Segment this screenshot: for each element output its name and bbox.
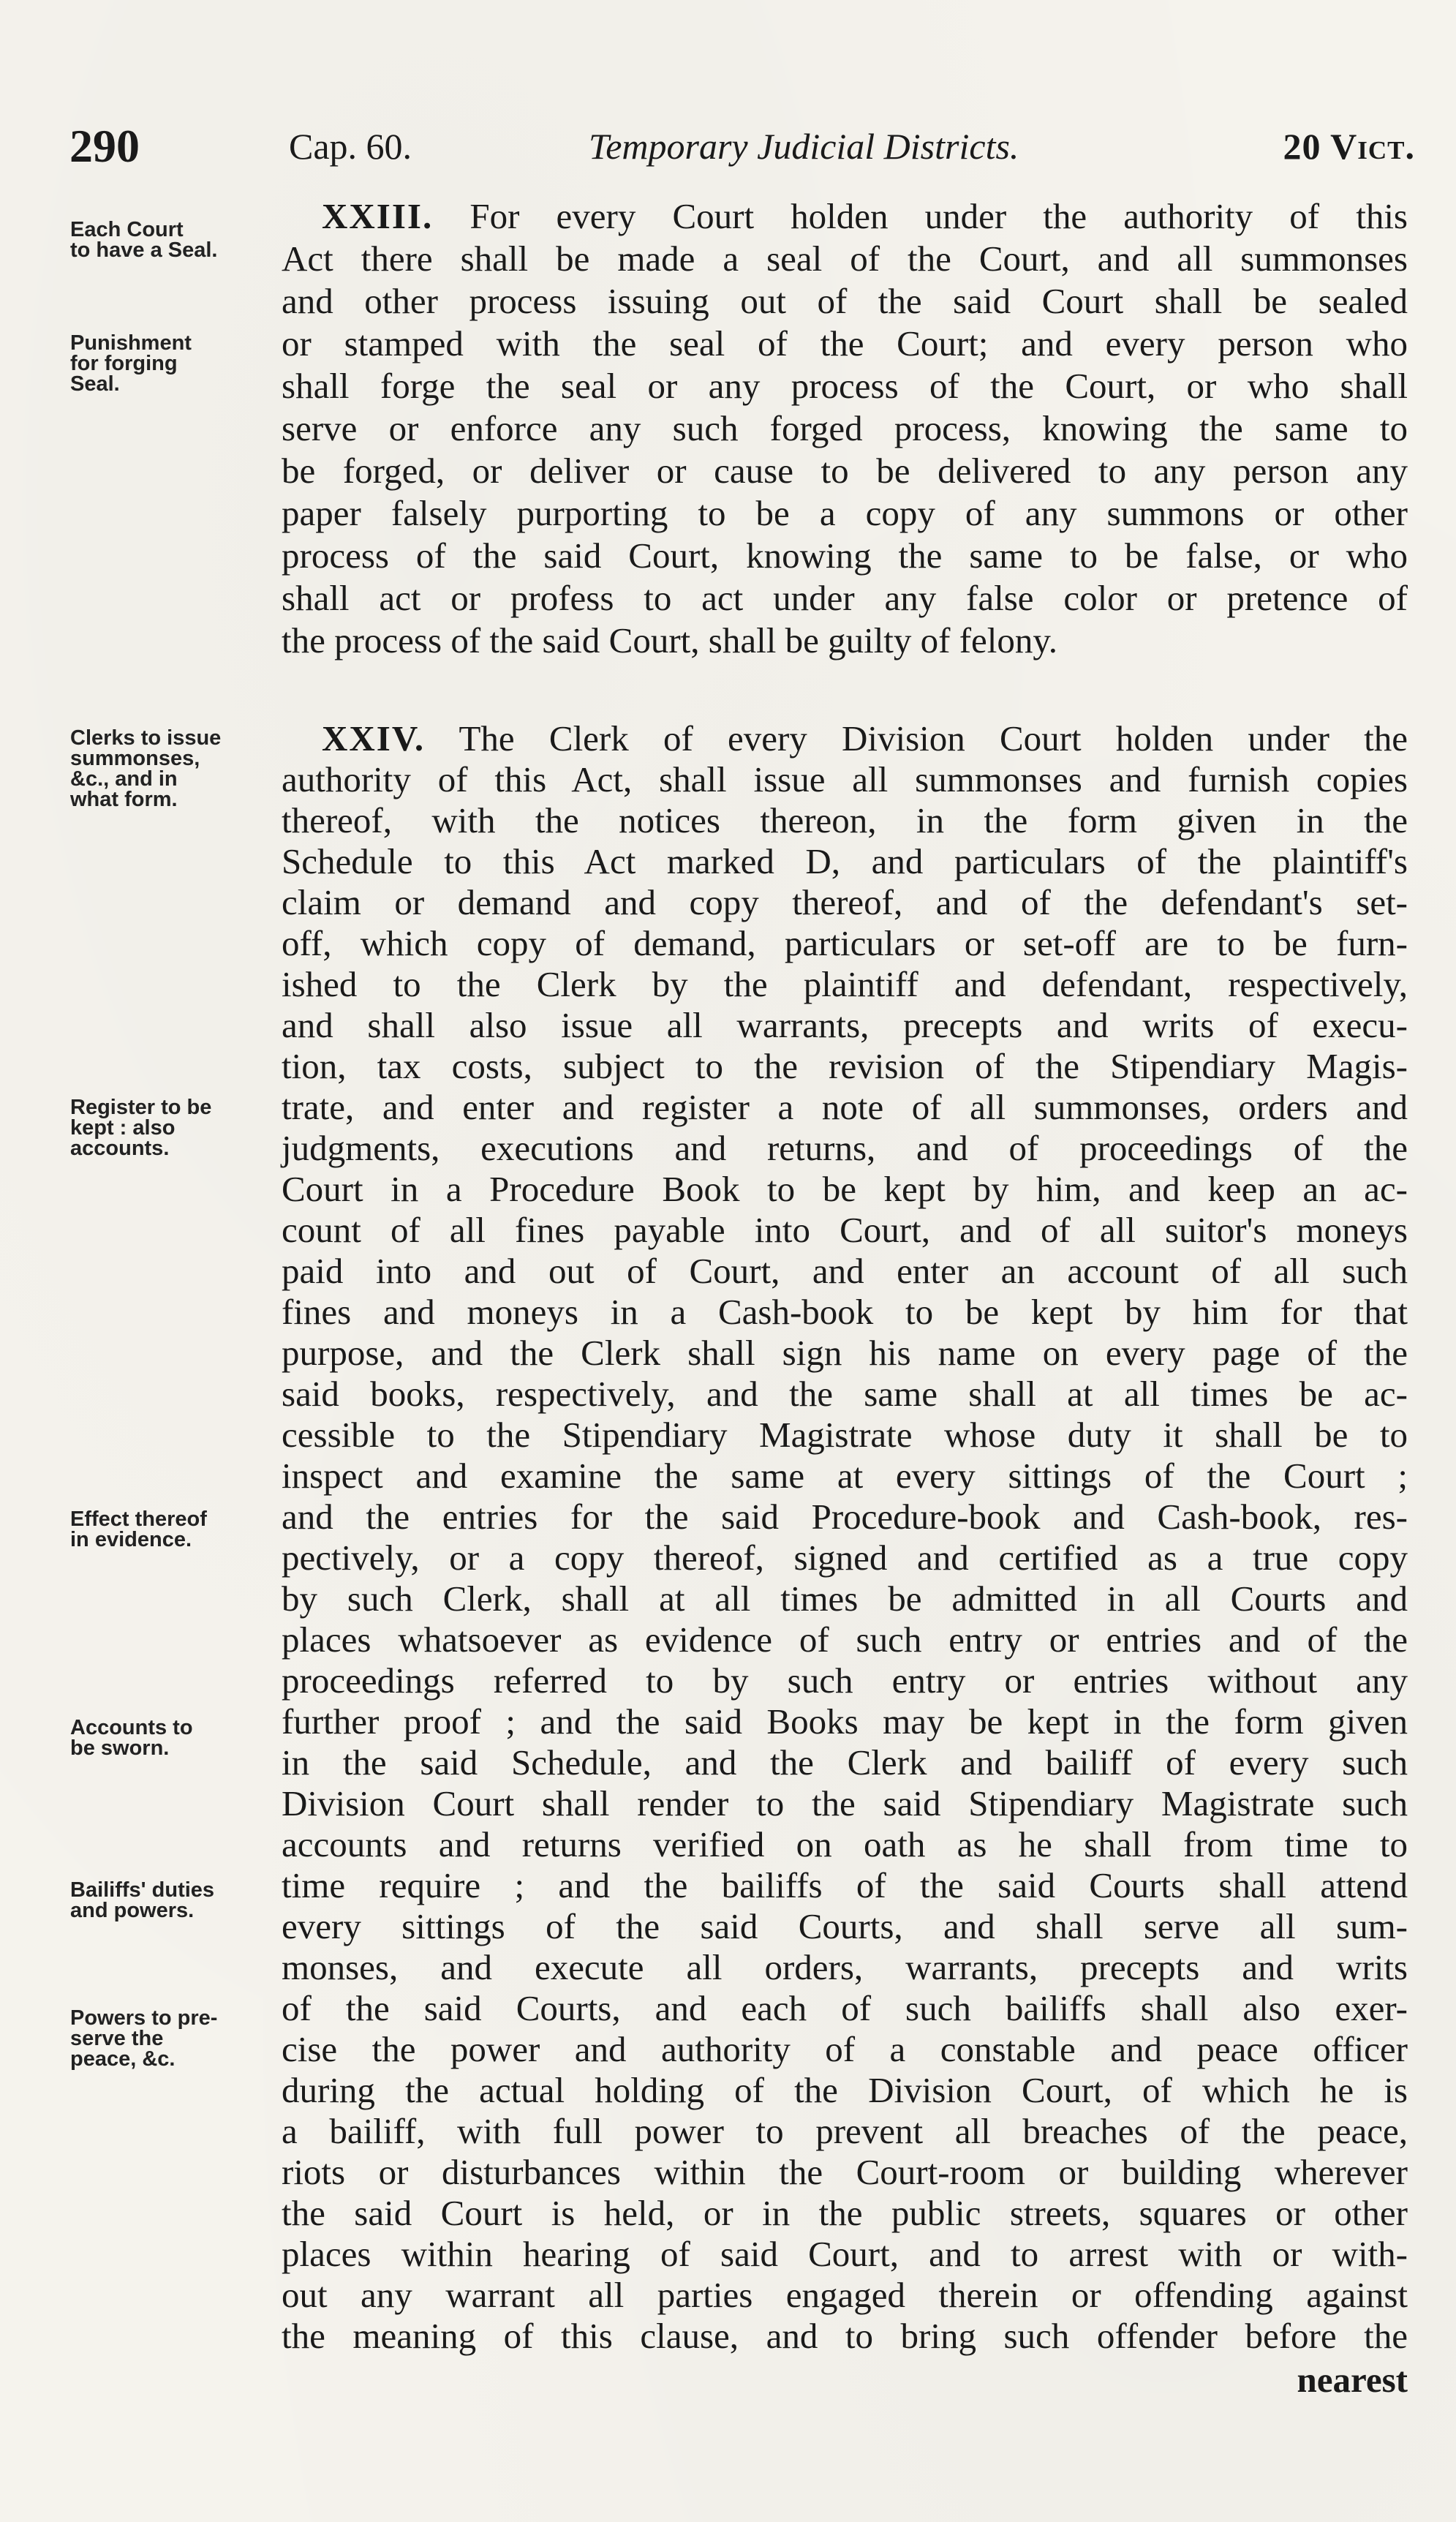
text-line: inspect and examine the same at every sittings of the Court ;	[282, 1456, 1408, 1496]
margin-note-line: Clerks to issue	[70, 726, 222, 750]
text-line: in the said Schedule, and the Clerk and bailiff of every such	[282, 1742, 1408, 1783]
text-line: authority of this Act, shall issue all summonses and furnish copies	[282, 759, 1408, 799]
text-line: serve or enforce any such forged process, knowing the same to	[282, 408, 1408, 448]
margin-note-line: what form.	[70, 788, 178, 811]
text-line: claim or demand and copy thereof, and of the defendant's set-	[282, 882, 1408, 922]
text-line: tion, tax costs, subject to the revision of the Stipendiary Magis-	[282, 1046, 1408, 1086]
text-line: out any warrant all parties engaged therein or offending against	[282, 2275, 1408, 2315]
margin-note-seal	[70, 219, 275, 260]
text-line: by such Clerk, shall at all times be admitted in all Courts and	[282, 1578, 1408, 1619]
text-line: a bailiff, with full power to prevent all breaches of the peace,	[282, 2111, 1408, 2151]
section-number: XXIV.	[322, 718, 426, 759]
section-xxiii-first-line	[322, 196, 1408, 237]
text-line: and shall also issue all warrants, precepts and writs of execu-	[282, 1005, 1408, 1045]
margin-note-line: Powers to pre-	[70, 2006, 218, 2030]
text-line: the said Court is held, or in the public streets, squares or other	[282, 2193, 1408, 2233]
margin-note-register	[70, 1097, 275, 1159]
margin-note-clerks	[70, 728, 275, 810]
running-title: Temporary Judicial Districts.	[589, 126, 1019, 167]
text-line: monses, and execute all orders, warrants, precepts and writs	[282, 1947, 1408, 1987]
text-line: judgments, executions and returns, and of proceedings of the	[282, 1128, 1408, 1168]
text-line: proceedings referred to by such entry or entries without any	[282, 1660, 1408, 1701]
text-line: Schedule to this Act marked D, and particulars of the plaintiff's	[282, 841, 1408, 881]
text-line: and other process issuing out of the said Court shall be sealed	[282, 281, 1408, 321]
margin-note-powers	[70, 2008, 275, 2069]
text-line: said books, respectively, and the same shall at all times be ac-	[282, 1374, 1408, 1414]
text-line: and the entries for the said Procedure-book and Cash-book, res-	[282, 1497, 1408, 1537]
margin-note-forging	[70, 333, 275, 394]
catchword: nearest	[1297, 2360, 1408, 2400]
text-line: during the actual holding of the Division Court, of which he is	[282, 2070, 1408, 2110]
text-line: off, which copy of demand, particulars or set-off are to be furn-	[282, 923, 1408, 963]
text-line: further proof ; and the said Books may be kept in the form given	[282, 1701, 1408, 1742]
margin-note-line: peace, &c.	[70, 2047, 176, 2071]
text-line: be forged, or deliver or cause to be delivered to any person any	[282, 451, 1408, 491]
margin-note-line: accounts.	[70, 1137, 170, 1160]
text-line: of the said Courts, and each of such bailiffs shall also exer-	[282, 1988, 1408, 2028]
margin-note-line: for forging	[70, 352, 178, 375]
margin-note-line: Punishment	[70, 331, 192, 355]
text-line: For every Court holden under the authority of this	[469, 196, 1408, 236]
text-line: time require ; and the bailiffs of the said Courts shall attend	[282, 1865, 1408, 1905]
margin-note-bailiffs	[70, 1880, 275, 1921]
margin-note-line: kept : also	[70, 1116, 176, 1140]
text-line: shall act or profess to act under any false color or pretence of	[282, 578, 1408, 618]
margin-note-line: and powers.	[70, 1899, 195, 1922]
text-line: ished to the Clerk by the plaintiff and defendant, respectively,	[282, 964, 1408, 1004]
margin-note-line: Each Court	[70, 218, 184, 241]
section-number: XXIII.	[322, 196, 434, 236]
chapter-label: Cap. 60.	[289, 126, 412, 167]
text-line: every sittings of the said Courts, and shall serve all sum-	[282, 1906, 1408, 1946]
text-line: places within hearing of said Court, and to arrest with or with-	[282, 2234, 1408, 2274]
margin-note-line: Seal.	[70, 372, 120, 396]
text-line: Division Court shall render to the said Stipendiary Magistrate such	[282, 1783, 1408, 1823]
text-line: pectively, or a copy thereof, signed and certified as a true copy	[282, 1537, 1408, 1578]
text-line: accounts and returns verified on oath as he shall from time to	[282, 1824, 1408, 1864]
text-line: The Clerk of every Division Court holden under the	[459, 718, 1408, 759]
margin-note-line: Bailiffs' duties	[70, 1878, 215, 1902]
regnal-year: 20 Vict.	[1283, 126, 1415, 167]
text-line: cise the power and authority of a constable and peace officer	[282, 2029, 1408, 2069]
text-line: thereof, with the notices thereon, in the form given in the	[282, 800, 1408, 840]
text-line: the meaning of this clause, and to bring such offender before the	[282, 2316, 1408, 2356]
text-line: count of all fines payable into Court, and of all suitor's moneys	[282, 1210, 1408, 1250]
margin-note-line: summonses,	[70, 747, 200, 770]
text-line: shall forge the seal or any process of the Court, or who shall	[282, 366, 1408, 406]
margin-note-evidence	[70, 1509, 275, 1550]
margin-note-line: Accounts to	[70, 1716, 193, 1739]
margin-note-line: serve the	[70, 2027, 164, 2050]
margin-note-line: &c., and in	[70, 767, 178, 791]
text-line: fines and moneys in a Cash-book to be kept by him for that	[282, 1292, 1408, 1332]
text-line: the process of the said Court, shall be guilty of felony.	[282, 620, 1057, 660]
text-line: riots or disturbances within the Court-room or building wherever	[282, 2152, 1408, 2192]
text-line: or stamped with the seal of the Court; and every person who	[282, 323, 1408, 364]
text-line: cessible to the Stipendiary Magistrate whose duty it shall be to	[282, 1415, 1408, 1455]
text-line: trate, and enter and register a note of all summonses, orders and	[282, 1087, 1408, 1127]
margin-note-line: to have a Seal.	[70, 238, 218, 262]
text-line: process of the said Court, knowing the same to be false, or who	[282, 535, 1408, 576]
margin-note-line: in evidence.	[70, 1528, 192, 1551]
page-number: 290	[69, 120, 140, 172]
text-line: paid into and out of Court, and enter an account of all such	[282, 1251, 1408, 1291]
text-line: Court in a Procedure Book to be kept by him, and keep an ac-	[282, 1169, 1408, 1209]
text-line: purpose, and the Clerk shall sign his name on every page of the	[282, 1333, 1408, 1373]
margin-note-line: Effect thereof	[70, 1507, 207, 1531]
margin-note-line: Register to be	[70, 1096, 212, 1119]
page-header	[69, 117, 1415, 176]
text-line: Act there shall be made a seal of the Court, and all summonses	[282, 238, 1408, 279]
text-line: places whatsoever as evidence of such entry or entries and of the	[282, 1619, 1408, 1660]
text-line: paper falsely purporting to be a copy of any summons or other	[282, 493, 1408, 533]
margin-note-accounts	[70, 1717, 275, 1758]
section-xxiv-first-line	[322, 718, 1408, 759]
margin-note-line: be sworn.	[70, 1736, 170, 1760]
